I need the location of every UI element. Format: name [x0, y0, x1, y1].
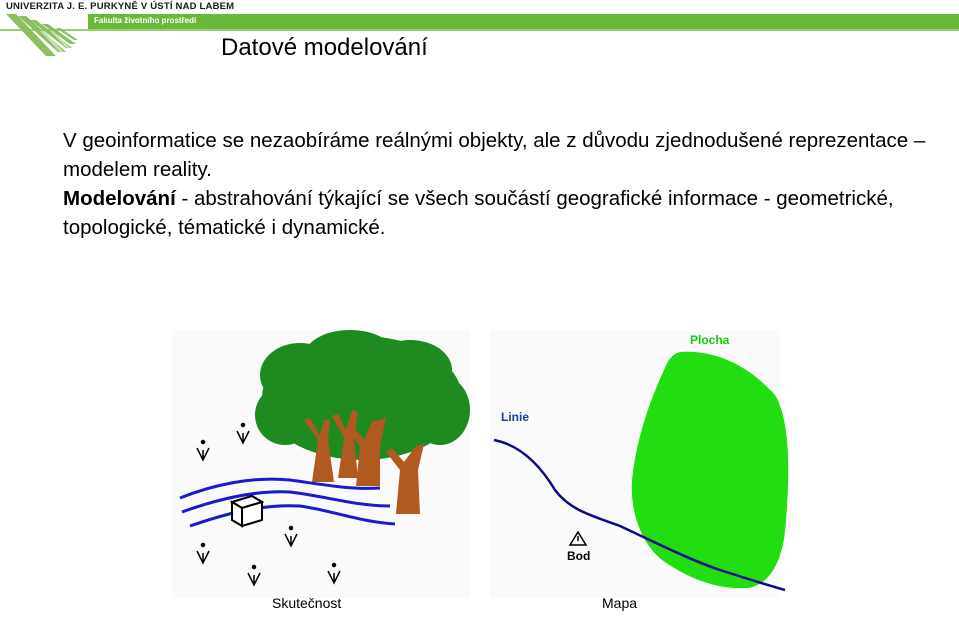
caption-reality: Skutečnost: [272, 595, 342, 611]
faculty-name: Fakulta životního prostředí: [94, 16, 197, 25]
label-line: Linie: [501, 410, 530, 424]
box-icon: [232, 496, 262, 526]
label-point: Bod: [567, 549, 591, 563]
paragraph-2-rest: - abstrahování týkající se všech součástí geografické informace - geometrické, topologické, tématické i dynamické.: [63, 187, 894, 239]
paragraph-1: V geoinformatice se nezaobíráme reálnými objekty, ale z důvodu zjednodušené reprezentace – modelem reality.: [63, 129, 926, 181]
university-name: UNIVERZITA J. E. PURKYNĚ V ÚSTÍ NAD LABEM: [6, 1, 235, 12]
paragraph-2-bold: Modelování: [63, 187, 176, 210]
caption-map: Mapa: [602, 595, 638, 611]
slide-title: Datové modelování: [221, 34, 428, 61]
label-area: Plocha: [690, 333, 730, 347]
